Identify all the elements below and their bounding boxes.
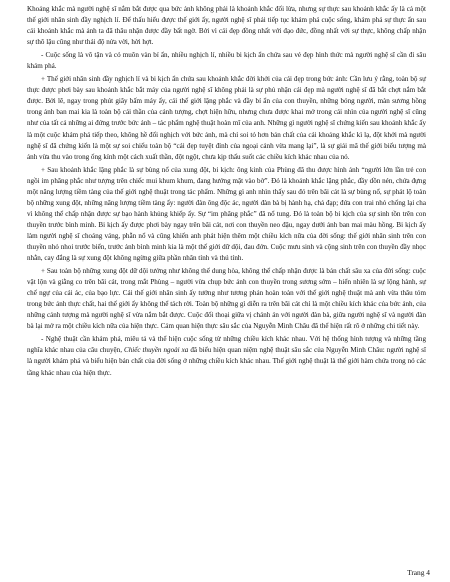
work-title: Chiếc thuyền ngoài xa xyxy=(123,346,189,355)
paragraph-2: - Cuộc sống là vô tận và có muôn vàn bí ẩn, nhiều nghịch lí, nhiều bi kịch ẩn chứa sau vẻ đẹp hình thức mà người nghệ sĩ cần đi sâu khám phá. xyxy=(27,51,426,71)
paragraph-6 xyxy=(27,334,426,378)
paragraph-6-text-after: đã biểu hiện quan niệm nghệ thuật sâu sắc của Nguyễn Minh Châu: người nghệ sĩ là người khám phá và biểu hiện bản chất của đời sống ở những chiều kích khác nhau. Thế giới nghệ thuật là thế giới hàm chứa trong nó các tầng khác nhau của hiện thực. xyxy=(27,346,426,377)
paragraph-6-text-before: - Nghệ thuật cần khám phá, miêu tả và thể hiện cuộc sống từ những chiều kích khác nhau. Với hệ thống hình tượng và những tầng nghĩa khác nhau của câu chuyện, xyxy=(27,335,426,355)
page-number: Trang 4 xyxy=(407,568,430,577)
paragraph-5: + Sau toàn bộ những xung đột dữ dội tưởng như không thể dung hòa, không thể chấp nhận được là bản chất sâu xa của đời sống: cuộc vật lộn và giằng co trên bãi cát, trong mắt Phùng – người vừa chụp bức ảnh con thuyền trong sương sớm – hiển nhiên là sự lộng hành, sự chế ngự của cái ác, của bạo lực. Cái thế giới nhân sinh ấy tưởng như tương phản hoàn toàn với thế giới nghệ thuật mà anh vừa thâu tóm trong bức ảnh thực chất, hai thế giới ấy không thể tách rời. Toàn bộ những gì diễn ra trên bãi cát chỉ là một chiều kích khác của bức ảnh, của những cảnh tượng mà người nghệ sĩ vừa nắm bắt được. Cuộc đối thoại giữa vị chánh án với người đàn bà, giữa người nghệ sĩ và người đàn bà lại mở ra một chiều kích nữa của hiện thực. Cảm quan hiện thực sâu sắc của Nguyễn Minh Châu đã thể hiện rất rõ ở những chi tiết này. xyxy=(27,267,426,331)
paragraph-3: + Thế giới nhân sinh đầy nghịch lí và bi kịch ẩn chứa sau khoảnh khắc đời khởi của cái đẹp trong bức ảnh: Cần lưu ý rằng, toàn bộ sự thực được phơi bày sau khoảnh khắc bắt máy của người nghệ sĩ không phải là sự phủ nhận cái đẹp mà người nghệ sĩ đã bắt chợt nắm bắt được. Bởi lẽ, ngay trong phút giây bấm máy ấy, cái thế giới lặng phắc và đầy bí ẩn của con thuyền, những bóng người, màn sương hồng trong ảnh ban mai kia là toàn bộ cái thần của cảnh tượng, chợt hiện hữu, nhưng chưa được khai mở trong cái nhìn của người nghệ sĩ cũng như của tất cả những ai đứng trước bức ảnh – tác phẩm nghệ thuật hoàn mĩ của anh. Những gì người nghệ sĩ chứng kiến sau khoảnh khắc ấy là một cuộc khám phá tiếp theo, không hề đối nghịch với bức ảnh, mà chỉ soi tỏ hơn bản chất của cái khoảng khắc kì lạ, đột khởi mà người nghệ sĩ đã chứng kiến là một sự soi chiếu toàn bộ “cái đẹp tuyệt đỉnh của ngoại cảnh vừa mang lại”, là sự giải mã thế giới biểu tượng mà ảnh vừa thu vào trong ống kính một cách xuất thần, đột ngột, chưa kịp thấu suốt các chiều kích khác nhau của nó. xyxy=(27,75,426,161)
paragraph-4: + Sau khoảnh khắc lặng phắc là sự bùng nổ của xung đột, bi kịch: ông kinh của Phùng đã thu được hình ảnh “người lớn lần trẻ con ngồi im phăng phắc như tượng trên chiếc mui khum khum, đang hướng mặt vào bờ”. Đó là khoảnh khắc lặng phắc, đầy dồn nén, chứa đựng một năng lượng tiềm tàng của thế giới nghệ thuật trong tác phẩm. Những gì anh nhìn thấy sau đó trên bãi cát là sự bùng nổ, sự phát lộ toàn bộ những xung đột, những năng lượng tiềm tàng ấy: người đàn ông độc ác, người đàn bà bị hành hạ, chả đạp; đứa con trai nhỏ chống lại cha vì không thể chấp nhận được sự bạo hành khủng khiếp ấy. Sự “im phăng phắc” đã nổ tung. Đó là toàn bộ bi kịch của sự sinh tồn trên con thuyền trước bình minh. Bi kịch ấy được phơi bày ngay trên bãi cát, nơi con thuyền neo đậu, ngay dưới ảnh ban mai màu hồng. Bi kịch ấy làm người nghệ sĩ choáng váng, phẫn nổ và cũng khiến anh phát hiện thêm một chiều kích nữa của đời sống: thế giới nhân sinh trên con thuyền nhỏ nhoi trước biển, trước ảnh bình minh kia là một thế giới dữ dội, đau đớn. Cuộc mưu sinh và cộng sinh trên con thuyền đầy nhọc nhằn, cay đắng là sự xung đột không ngừng giữa phần nhân tính và thú tính. xyxy=(27,165,426,263)
paragraph-1: Khoảng khắc mà người nghệ sĩ nắm bắt được qua bức ảnh không phải là khoảnh khắc đối lừa, nhưng sự thực sau khoảnh khắc ấy là cả một thế giới nhân sinh đầy nghịch lí. Để thấu hiểu được thế giới ấy, người nghệ sĩ phải tiếp tục khám phá cuộc sống, khám phá sự thực ẩn sau cái khoảnh khắc mà ảnh ta đã thâu nhận được đầy bất ngờ. Bởi vì cái đẹp đồng nhất với đạo đức, đồng nhất với sự thực, không chấp nhận sự thô lậu cũng như thái độ nửa vời, hời hợt. xyxy=(27,5,426,47)
